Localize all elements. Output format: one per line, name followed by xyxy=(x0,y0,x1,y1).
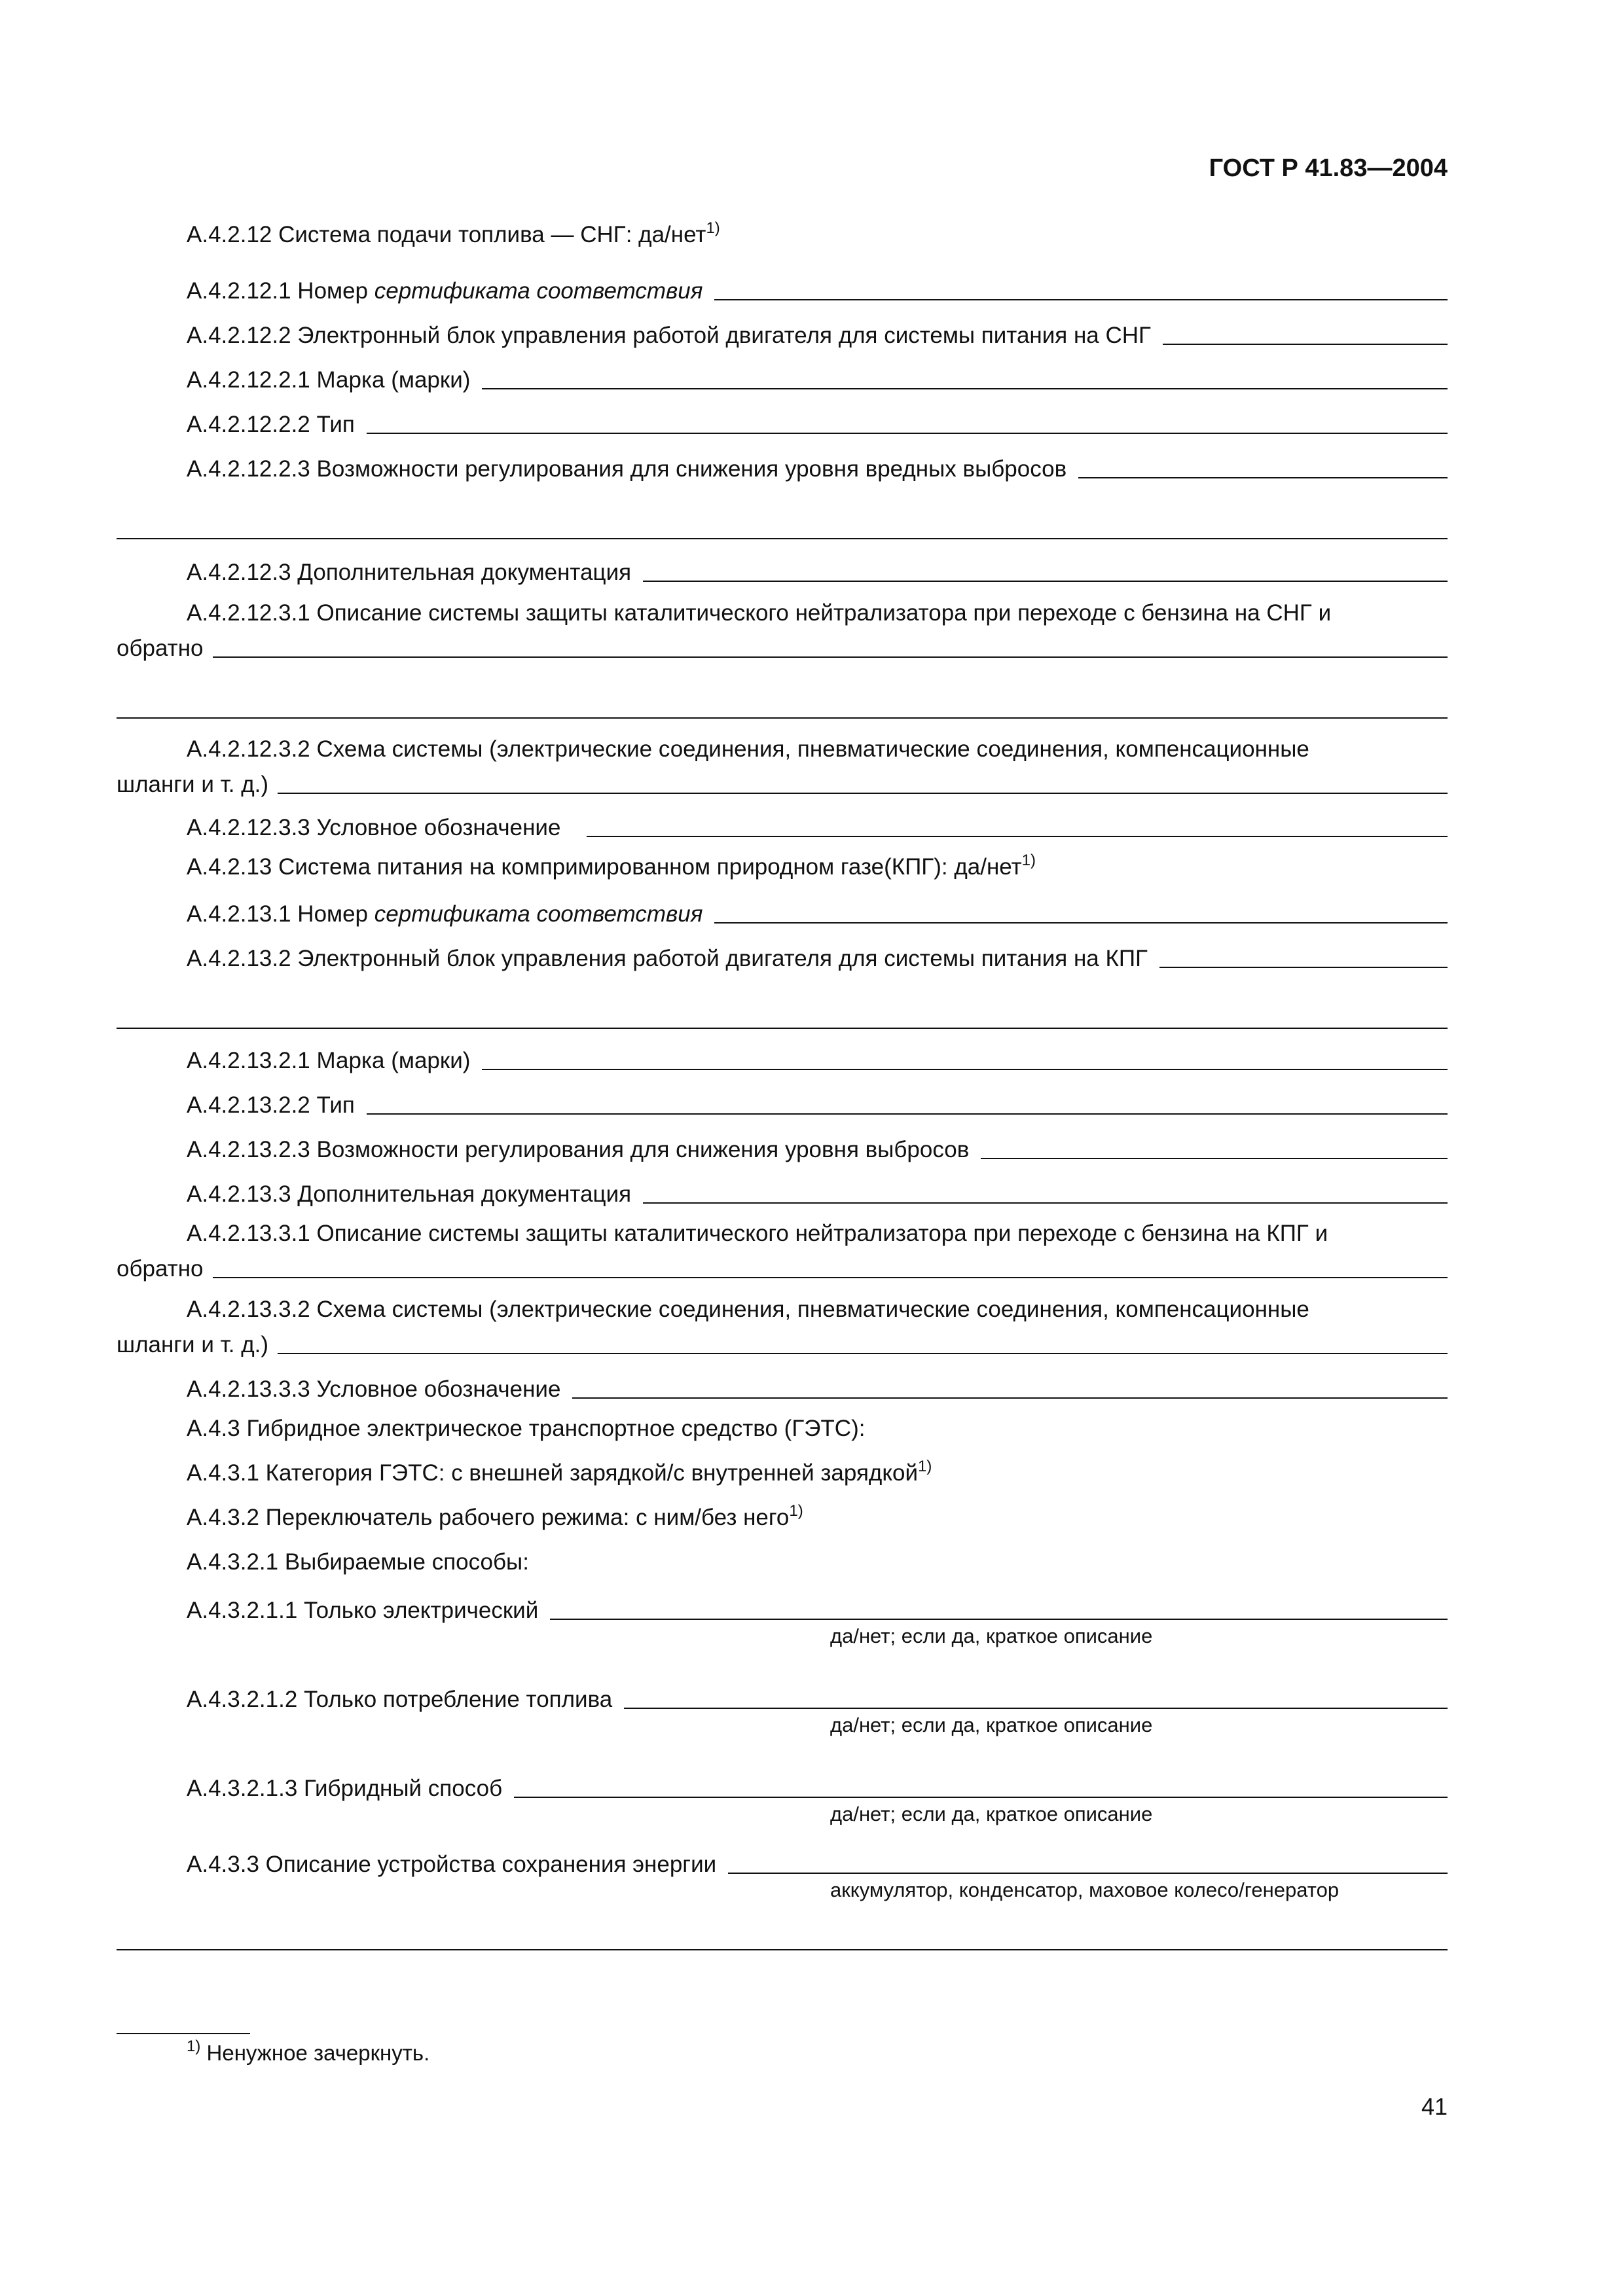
fill-in-line[interactable] xyxy=(550,1619,1448,1620)
item-a42121 xyxy=(187,274,1448,305)
fill-in-line[interactable] xyxy=(278,1353,1448,1354)
fill-in-line-full[interactable] xyxy=(117,1949,1448,1950)
footnote-separator xyxy=(117,2033,250,2034)
document-id-header: ГОСТ Р 41.83—2004 xyxy=(1209,154,1448,182)
item-a42131 xyxy=(187,897,1448,928)
item-text: А.4.3.2.1.2 Только потребление топлива xyxy=(187,1687,613,1712)
item-text: А.4.2.12.3.3 Условное обозначение xyxy=(187,815,561,840)
item-a42132 xyxy=(187,941,1448,973)
field-hint: да/нет; если да, краткое описание xyxy=(830,1713,1153,1736)
item-text: А.4.2.13.2.3 Возможности регулирования для снижения уровня выбросов xyxy=(187,1137,970,1162)
footnote-ref: 1) xyxy=(918,1458,932,1475)
fill-in-line[interactable] xyxy=(1163,344,1448,345)
italic-term: сертификата соответствия xyxy=(374,278,703,304)
item-a421331-line1: А.4.2.13.3.1 Описание системы защиты каталитического нейтрализатора при переходе с бензина на КПГ и xyxy=(187,1221,1328,1246)
fill-in-line[interactable] xyxy=(482,388,1448,389)
fill-in-line-full[interactable] xyxy=(117,1028,1448,1029)
item-text: А.4.2.12.2.2 Тип xyxy=(187,412,355,437)
item-text: А.4.2.12.2.1 Марка (марки) xyxy=(187,367,471,393)
footnote-ref: 1) xyxy=(789,1502,803,1520)
item-a421331-line2 xyxy=(117,1251,1448,1283)
item-a421231-line2 xyxy=(117,631,1448,662)
item-a4213 xyxy=(187,853,1448,885)
item-a421222 xyxy=(187,407,1448,439)
field-hint: да/нет; если да, краткое описание xyxy=(830,1624,1153,1647)
item-a42123 xyxy=(187,555,1448,586)
item-text: А.4.2.13.3.3 Условное обозначение xyxy=(187,1376,561,1402)
footnote-text: Ненужное зачеркнуть. xyxy=(200,2041,430,2065)
item-a421223 xyxy=(187,452,1448,483)
fill-in-line[interactable] xyxy=(1159,967,1448,968)
item-a421333 xyxy=(187,1372,1448,1403)
item-text: А.4.2.13.2.1 Марка (марки) xyxy=(187,1048,471,1073)
fill-in-line[interactable] xyxy=(587,836,1448,837)
fill-in-line[interactable] xyxy=(367,433,1448,434)
item-a42122 xyxy=(187,318,1448,350)
item-a421232-line2 xyxy=(117,767,1448,798)
fill-in-line[interactable] xyxy=(367,1113,1448,1115)
item-a421322 xyxy=(187,1088,1448,1119)
footnote xyxy=(187,2037,430,2066)
fill-in-line[interactable] xyxy=(1078,477,1448,478)
item-a421332-line2 xyxy=(117,1327,1448,1359)
item-text: А.4.3.2 Переключатель рабочего режима: с ним/без него xyxy=(187,1505,790,1530)
footnote-ref: 1) xyxy=(1021,852,1036,869)
item-text: А.4.2.12.2.3 Возможности регулирования для снижения уровня вредных выбросов xyxy=(187,456,1067,482)
footnote-mark: 1) xyxy=(187,2037,201,2055)
fill-in-line[interactable] xyxy=(572,1397,1448,1399)
item-a43: А.4.3 Гибридное электрическое транспортное средство (ГЭТС): xyxy=(187,1416,866,1441)
item-a421221 xyxy=(187,363,1448,394)
fill-in-line[interactable] xyxy=(278,793,1448,794)
fill-in-line[interactable] xyxy=(643,1202,1448,1204)
item-text: А.4.3.2.1.1 Только электрический xyxy=(187,1598,539,1623)
item-text: обратно xyxy=(117,636,204,661)
item-text: шланги и т. д.) xyxy=(117,772,269,797)
item-a421232-line1: А.4.2.12.3.2 Схема системы (электрические соединения, пневматические соединения, компенсационные xyxy=(187,736,1309,762)
item-a421233 xyxy=(187,810,1448,842)
field-hint: да/нет; если да, краткое описание xyxy=(830,1803,1153,1825)
footnote-ref: 1) xyxy=(706,219,720,237)
item-text: А.4.2.13.3 Дополнительная документация xyxy=(187,1181,632,1207)
fill-in-line[interactable] xyxy=(213,656,1448,658)
item-text: А.4.3.1 Категория ГЭТС: с внешней зарядкой/с внутренней зарядкой xyxy=(187,1460,919,1486)
fill-in-line-full[interactable] xyxy=(117,717,1448,719)
page-number: 41 xyxy=(1421,2093,1448,2120)
item-text: А.4.2.13.1 Номер сертификата соответствия xyxy=(187,901,703,927)
field-hint: аккумулятор, конденсатор, маховое колесо/генератор xyxy=(830,1878,1340,1901)
fill-in-line[interactable] xyxy=(714,922,1448,924)
item-text: А.4.2.12 Система подачи топлива — СНГ: да/нет xyxy=(187,222,706,247)
italic-term: сертификата соответствия xyxy=(374,901,703,927)
item-text: А.4.3.3 Описание устройства сохранения энергии xyxy=(187,1852,717,1877)
item-a431 xyxy=(187,1460,1448,1491)
item-a42133 xyxy=(187,1177,1448,1208)
item-text: обратно xyxy=(117,1256,204,1282)
fill-in-line[interactable] xyxy=(482,1069,1448,1070)
fill-in-line[interactable] xyxy=(714,299,1448,300)
fill-in-line[interactable] xyxy=(213,1277,1448,1278)
item-text: А.4.2.12.3 Дополнительная документация xyxy=(187,560,632,585)
item-text: А.4.2.12.1 Номер сертификата соответствия xyxy=(187,278,703,304)
item-a433 xyxy=(187,1847,1448,1878)
fill-in-line[interactable] xyxy=(514,1797,1448,1798)
item-a43213 xyxy=(187,1771,1448,1803)
item-text: А.4.2.12.2 Электронный блок управления работой двигателя для системы питания на СНГ xyxy=(187,323,1151,348)
item-a421332-line1: А.4.2.13.3.2 Схема системы (электрические соединения, пневматические соединения, компенсационные xyxy=(187,1297,1309,1322)
item-a421231-line1: А.4.2.12.3.1 Описание системы защиты каталитического нейтрализатора при переходе с бензина на СНГ и xyxy=(187,600,1332,626)
fill-in-line[interactable] xyxy=(981,1158,1448,1159)
item-text: А.4.2.13 Система питания на компримированном природном газе(КПГ): да/нет xyxy=(187,854,1022,880)
item-text: шланги и т. д.) xyxy=(117,1332,269,1357)
fill-in-line-full[interactable] xyxy=(117,538,1448,539)
fill-in-line[interactable] xyxy=(624,1708,1448,1709)
item-text: А.4.2.13.2 Электронный блок управления работой двигателя для системы питания на КПГ xyxy=(187,946,1148,971)
item-text: А.4.3.2.1.3 Гибридный способ xyxy=(187,1776,503,1801)
fill-in-line[interactable] xyxy=(728,1873,1448,1874)
item-text: А.4.2.13.2.2 Тип xyxy=(187,1092,355,1118)
item-a4212 xyxy=(187,221,1448,253)
item-a421321 xyxy=(187,1043,1448,1075)
item-a43211 xyxy=(187,1593,1448,1624)
item-a421323 xyxy=(187,1132,1448,1164)
item-a4321: А.4.3.2.1 Выбираемые способы: xyxy=(187,1549,529,1575)
item-a43212 xyxy=(187,1682,1448,1713)
item-a432 xyxy=(187,1504,1448,1535)
fill-in-line[interactable] xyxy=(643,581,1448,582)
